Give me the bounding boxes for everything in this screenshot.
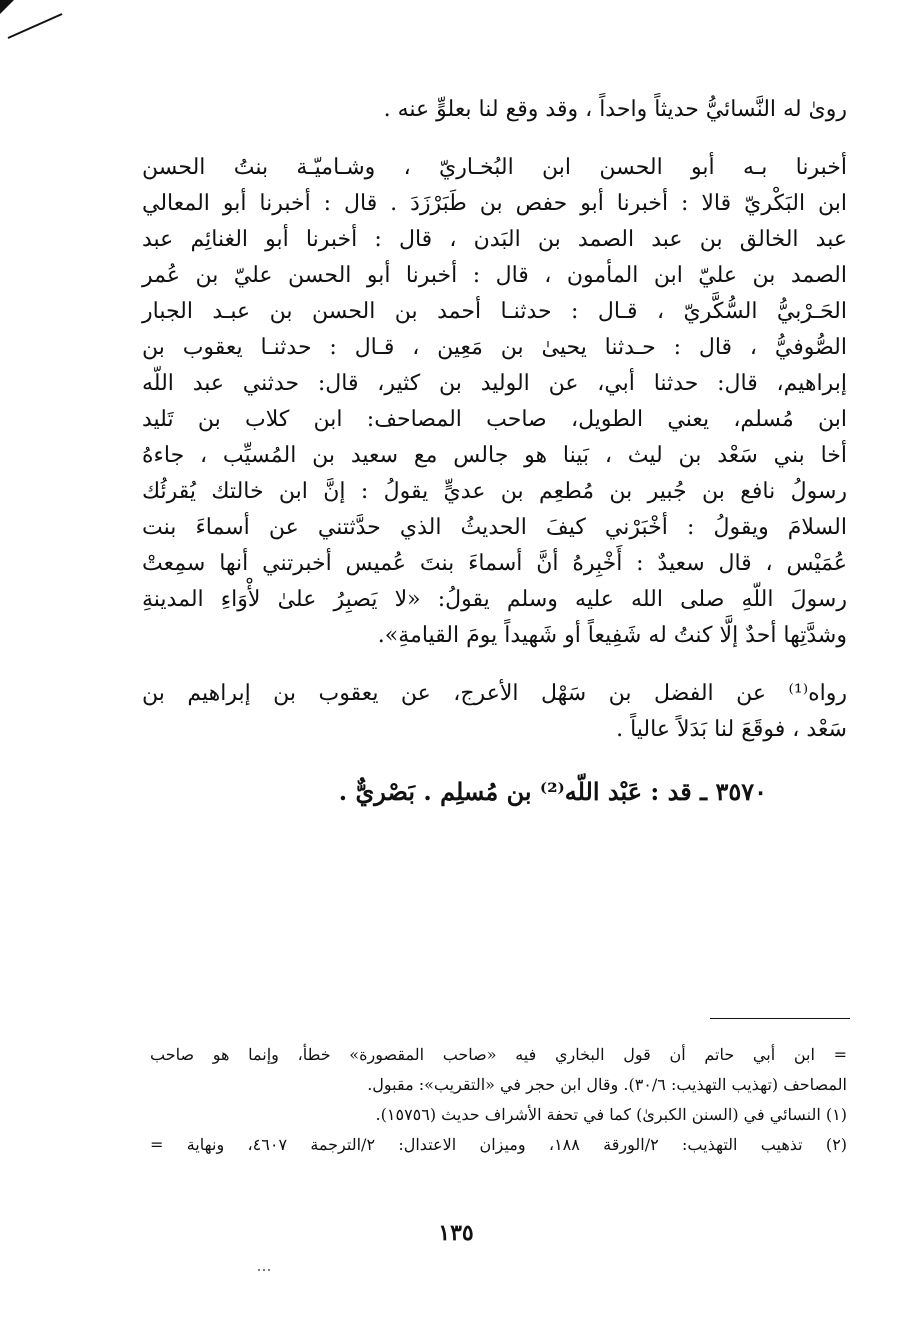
text-line: رویٰ له النَّسائيُّ حديثاً واحداً ، وقد وقع لنا بعلوٍّ عنه . [383,97,847,122]
footnote-line: = ابن أبي حاتم أن قول البخاري فيه «صاحب المقصورة» خطأ، وإنما هو صاحب [150,1045,848,1064]
text-line: عبد الخالق بن عبد الصمد بن البَدن ، قال : أخبرنا أبو الغنائِم عبد [142,227,847,252]
text-line: أخا بني سَعْد بن ليث ، بَينا هو جالس مع سعيد بن المُسيِّب ، جاءهُ [142,443,847,468]
text-line: عُمَيْس ، قال سعيدٌ : أَخْبِرهُ أنَّ أسماءَ بنتَ عُميس أخبرتني أنها سمِعتْ [142,551,847,576]
page-body [142,92,847,814]
scan-corner-mark [0,0,70,50]
page-number: ١٣٥ [438,1220,474,1246]
narration-line: سَعْد ، فوقَعَ لنا بَدَلاً عالياً . [616,717,847,742]
footnote-line: المصاحف (تهذيب التهذيب: ٣٠/٦). وقال ابن حجر في «التقريب»: مقبول. [367,1075,847,1094]
footnote-divider [710,1018,850,1019]
text-line: الحَـرْبيُّ السُّكَّريّ ، قـال : حدثنـا أحمد بن الحسن بن عبـد الجبار [142,299,847,324]
entry-heading: ٣٥٧٠ ـ قد : عَبْد اللّه⁽²⁾ بن مُسلِم . بَصْريٌّ . [338,777,767,806]
text-line: رسولُ نافع بن جُبير بن مُطعِم بن عديٍّ يقولُ : إنَّ ابن خالتك يُقرئُك [142,479,847,504]
footnote-line: (٢) تذهيب التهذيب: ٢/الورقة ١٨٨، وميزان الاعتدال: ٢/الترجمة ٤٦٠٧، ونهاية = [150,1135,848,1154]
text-line: أخبرنا بـه أبو الحسن ابن البُخـاريّ ، وشـاميّـة بنتُ الحسن [142,155,847,180]
text-line: إبراهيم، قال: حدثنا أبي، عن الوليد بن كثير، قال: حدثني عبد اللّه [142,371,847,396]
narration-line: رواه⁽¹⁾ عن الفضل بن سَهْل الأعرج، عن يعقوب بن إبراهيم بن [142,681,847,706]
text-line: السلامَ ويقولُ : أخْبَرْني كيفَ الحديثُ الذي حدَّثتني عن أسماءَ بنت [142,515,847,540]
text-line: وشدَّتِها أحدٌ إلَّا كنتُ له شَفِيعاً أو شَهيداً يومَ القيامةِ». [377,623,847,648]
text-line: الصمد بن عليّ ابن المأمون ، قال : أخبرنا أبو الحسن عليّ بن عُمر [142,263,847,288]
footnotes [150,1040,847,1160]
text-line: ابن البَكْريّ قالا : أخبرنا أبو حفص بن طَبَرْزَدَ . قال : أخبرنا أبو المعالي [142,191,847,216]
text-line: الصُّوفيُّ ، قال : حـدثنا يحيىٰ بن مَعِين ، قـال : حدثنـا يعقوب بن [142,335,847,360]
text-line: رسولَ اللّهِ صلى الله عليه وسلم يقولُ: «لا يَصبِرُ علىٰ لأْوَاءِ المدينةِ [142,587,847,612]
footnote-line: (١) النسائي في (السنن الكبرىٰ) كما في تحفة الأشراف حديث (١٥٧٥٦). [375,1105,847,1124]
text-line: ابن مُسلم، يعني الطويل، صاحب المصاحف: ابن كلاب بن تَليد [142,407,847,432]
scan-speck [256,1268,272,1272]
